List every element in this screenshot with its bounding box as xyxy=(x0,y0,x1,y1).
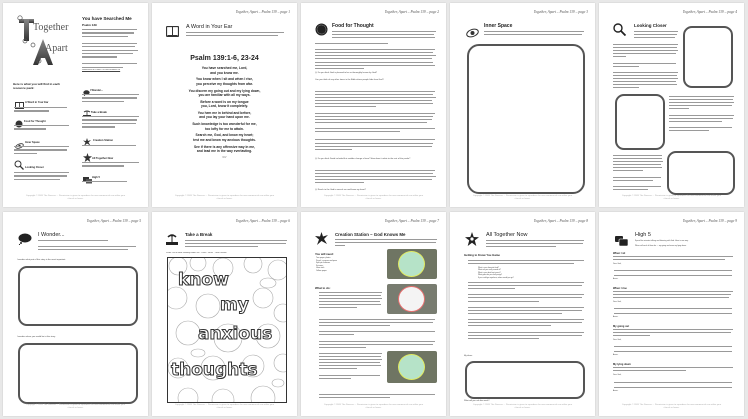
cloud-icon xyxy=(18,232,32,250)
guide-heading: Here is what you will find in each resource pack: xyxy=(13,82,61,90)
guide-item-desc xyxy=(82,116,142,130)
page-header: Together, Apart – Psalm 139 – page 2 xyxy=(384,10,439,14)
prayer-close: Amen. xyxy=(613,390,619,392)
game-subheading: Getting to Know You Game xyxy=(464,253,500,257)
page-thumbnail-8[interactable] xyxy=(301,212,446,416)
steps-list xyxy=(319,292,383,311)
page-footer: Copyright © 2020 The Diocese ... Permission is given to reproduce for non-commercial use within your church or home. xyxy=(25,195,126,200)
page-footer: Copyright © 2020 The Diocese ... Permission is given to reproduce for non-commercial use within your church or home. xyxy=(174,404,275,409)
page-footer: Copyright © 2020 The Diocese ... Permission is given to reproduce for non-commercial use within your church or home. xyxy=(472,404,573,409)
speech-bubbles-icon xyxy=(83,171,92,189)
section-body xyxy=(613,155,663,192)
guide-item-inner-space: Inner Space xyxy=(25,141,40,144)
what-to-do-heading: What to do: xyxy=(315,286,331,290)
island-icon xyxy=(166,232,178,250)
section-body xyxy=(613,44,679,90)
material-item: Glue stick xyxy=(316,267,325,270)
section-body xyxy=(613,329,735,338)
section-body xyxy=(315,91,437,152)
guide-item-food-for-thought: Food for Thought xyxy=(24,120,46,123)
prayer-prompt: Dear God, xyxy=(613,301,622,303)
page-thumbnail-3[interactable] xyxy=(301,3,446,207)
guide-item-looking-closer: Looking Closer xyxy=(25,166,44,169)
stanza: You discern my going out and my lying down, you are familiar with all my ways. xyxy=(188,88,261,97)
stanza: You have searched me, Lord, and you know me. xyxy=(201,66,248,75)
high5-heading-lying-down: My lying down xyxy=(613,363,631,366)
guide-item-desc xyxy=(14,107,72,114)
section-intro xyxy=(486,240,586,249)
stanza: Such knowledge is too wonderful for me, too lofty for me to attain. xyxy=(192,122,257,131)
guide-item-desc xyxy=(82,181,142,184)
material-item: Two paper plates xyxy=(316,257,331,259)
drawing-area[interactable] xyxy=(467,44,585,194)
guide-item-creation-station: Creation Station xyxy=(93,139,114,142)
guide-item-desc xyxy=(82,162,142,169)
section-body xyxy=(332,31,438,40)
stanza: You hem me in behind and before, and you lay your hand upon me. xyxy=(197,111,252,120)
section-title: High 5 xyxy=(635,232,651,238)
section-title: Inner Space xyxy=(484,23,513,29)
you-will-need-heading: You will need: xyxy=(315,252,334,256)
coloring-word-my: my xyxy=(220,295,249,315)
guide-item-desc xyxy=(82,94,142,104)
prayer-close: Amen. xyxy=(613,278,619,280)
guide-item-desc xyxy=(14,125,72,132)
prayer-prompt: Dear God, xyxy=(613,339,622,341)
guide-item-desc xyxy=(82,145,142,148)
page-header: Together, Apart – Psalm 139 – page 1 xyxy=(235,10,290,14)
steps-list xyxy=(319,319,437,350)
page-header: Together, Apart – Psalm 139 – page 4 xyxy=(682,10,737,14)
page-thumbnail-5[interactable] xyxy=(599,3,744,207)
materials-list xyxy=(316,257,386,273)
guide-item-desc xyxy=(14,172,72,182)
craft-photo-1 xyxy=(387,249,437,279)
high5-heading-sit: When I sit xyxy=(613,252,626,255)
page-footer: Copyright © 2020 The Diocese ... Permission is given to reproduce for non-commercial use within your church or home. xyxy=(25,404,126,409)
page-header: Together, Apart – Psalm 139 – page 3 xyxy=(533,10,588,14)
page-thumbnail-7[interactable] xyxy=(152,212,297,416)
writing-line[interactable] xyxy=(614,382,732,383)
guide-item-word-in-ear: A Word in Your Ear xyxy=(25,101,49,104)
question-item: What game do you really enjoy? xyxy=(478,274,503,277)
page-footer: Copyright © 2020 The Diocese ... Permission is given to reproduce for non-commercial use within your church or home. xyxy=(323,404,424,409)
material-item: Pencil, crayons and pens xyxy=(316,259,338,262)
craft-photo-3 xyxy=(387,351,437,383)
writing-line[interactable] xyxy=(614,308,732,309)
wonder-answer-box-2[interactable] xyxy=(18,343,138,404)
page-thumbnail-6[interactable] xyxy=(3,212,148,416)
page-header: Together, Apart – Psalm 139 – page 7 xyxy=(384,219,439,223)
coloring-word-know: know xyxy=(178,270,229,290)
writing-line[interactable] xyxy=(614,313,732,314)
page-thumbnail-1[interactable] xyxy=(3,3,148,207)
guide-item-take-a-break: Take a Break xyxy=(91,111,107,114)
drawing-box-2[interactable] xyxy=(615,94,665,150)
section-intro-2: When will each of them be — my going and even my lying down. xyxy=(635,245,687,247)
footer-prompt: What will you ask this week? xyxy=(464,400,490,402)
writing-line[interactable] xyxy=(614,387,732,388)
steps-list xyxy=(319,394,437,400)
section-body xyxy=(613,291,735,300)
page-thumbnail-9[interactable] xyxy=(450,212,595,416)
material-item: Scissors xyxy=(316,264,324,267)
question: Q: Reach to the God to search me and know my heart? xyxy=(315,189,366,191)
coloring-word-thoughts: thoughts xyxy=(171,360,258,380)
question: Q: Do you think God is pleased to be so thoroughly known by God? xyxy=(315,72,378,74)
magnifier-icon xyxy=(613,23,626,41)
section-intro xyxy=(484,31,586,37)
page-header: Together, Apart – Psalm 139 – page 9 xyxy=(682,219,737,223)
writing-line[interactable] xyxy=(614,275,732,276)
guide-item-all-together-now: All Together Now xyxy=(92,157,114,160)
page-thumbnail-4[interactable] xyxy=(450,3,595,207)
cover-subtitle: Psalm 139 xyxy=(82,23,97,27)
section-intro xyxy=(38,240,138,252)
question-item: What are you really scared of? xyxy=(478,269,501,272)
section-title: I Wonder... xyxy=(38,232,65,238)
section-title: Creation Station – God Knows Me xyxy=(335,232,406,237)
guide-item-i-wonder: I Wonder... xyxy=(90,89,104,92)
page-header: Together, Apart – Psalm 139 – page 6 xyxy=(235,219,290,223)
steps-list xyxy=(468,282,586,341)
page-thumbnail-10[interactable] xyxy=(599,212,744,416)
stanza: You know when I sit and when I rise, you perceive my thoughts from afar. xyxy=(196,77,253,86)
drawing-box-1[interactable] xyxy=(683,26,733,88)
page-header: Together, Apart – Psalm 139 – page 8 xyxy=(533,219,588,223)
page-thumbnail-2[interactable] xyxy=(152,3,297,207)
logo-text-together: Together xyxy=(33,22,69,33)
section-title: A Word in Your Ear xyxy=(186,24,233,30)
prayer-prompt: Dear God, xyxy=(613,374,622,376)
section-title: All Together Now xyxy=(486,232,528,238)
section-intro: Spend five minutes talking and listening with God. Here is one way. xyxy=(635,240,689,242)
page-footer: Copyright © 2020 The Diocese ... Permission is given to reproduce for non-commercial use within your church or home. xyxy=(323,195,424,200)
section-body xyxy=(315,43,437,71)
audio-links[interactable]: Psalm 139 on Bible Gateway audio: NIV · Listen · NRSV · Youth Version xyxy=(166,252,227,254)
cover-title: You have Searched Me xyxy=(82,16,132,21)
psalm-text xyxy=(152,57,297,160)
psalm-reference: Psalm 139:1-6, 23-24 xyxy=(190,55,259,62)
page-footer: Copyright © 2020 The Diocese ... Permission is given to reproduce for non-commercial use within your church or home. xyxy=(174,195,275,200)
section-body xyxy=(613,256,735,262)
section-body xyxy=(613,367,735,373)
section-intro xyxy=(634,31,679,40)
wonder-prompt-1: I wonder what part of this story is the most important. xyxy=(17,259,66,261)
high5-heading-rise: When I rise xyxy=(613,287,627,290)
page-header: Together, Apart – Psalm 139 – page 5 xyxy=(86,219,141,223)
coloring-sheet[interactable] xyxy=(167,257,287,403)
coloring-word-anxious: anxious xyxy=(198,324,273,344)
planet-icon xyxy=(466,25,479,43)
material-item: Yellow paper xyxy=(316,269,327,272)
page-footer: Copyright © 2020 The Diocese ... Permission is given to reproduce for non-commercial use within your church or home. xyxy=(472,195,573,200)
food-for-thought-icon xyxy=(315,23,328,41)
craft-photo-2 xyxy=(387,284,437,314)
psalm-source: NIV xyxy=(222,155,227,159)
prayer-prompt: Dear God, xyxy=(613,263,622,265)
writing-line[interactable] xyxy=(614,351,732,352)
stanza: Search me, God, and know my heart; test me and know my anxious thoughts. xyxy=(193,133,256,142)
wonder-prompt-2: I wonder where you would be in this story. xyxy=(17,336,56,338)
section-intro xyxy=(186,32,286,38)
prayer-close: Amen. xyxy=(613,354,619,356)
question: Q: Do you think David included this sudden change of tone? How does it relate to the rest of the psalm? xyxy=(315,158,411,160)
splat-icon xyxy=(315,232,328,250)
material-item: Split pin fastener xyxy=(316,262,331,265)
section-title: Food for Thought xyxy=(332,23,374,29)
section-intro xyxy=(185,240,289,249)
cover-intro-text xyxy=(82,29,140,70)
guide-item-desc xyxy=(14,146,72,156)
logo-text-apart: Apart xyxy=(45,43,68,54)
steps-list xyxy=(468,260,586,266)
section-body xyxy=(315,170,437,185)
prayer-close: Amen. xyxy=(613,316,619,318)
section-title: Take a Break xyxy=(185,232,213,237)
star-people-icon xyxy=(465,232,479,251)
high5-heading-going-out: My going out xyxy=(613,325,630,328)
writing-line[interactable] xyxy=(614,346,732,347)
drawing-box-3[interactable] xyxy=(667,151,735,195)
section-intro xyxy=(335,239,439,248)
speech-bubbles-icon xyxy=(615,234,628,252)
book-icon xyxy=(166,24,179,42)
stanza: Before a word is on my tongue you, Lord, know it completely. xyxy=(200,99,249,109)
notes-box[interactable] xyxy=(465,361,585,399)
question: Can you think of any other times in the Bible where people hide from God? xyxy=(315,79,384,81)
notes-label: My ideas: xyxy=(464,355,473,357)
page-footer: Copyright © 2020 The Diocese ... Permission is given to reproduce for non-commercial use within your church or home. xyxy=(621,195,722,200)
guide-item-high-5: High 5 xyxy=(92,176,100,179)
section-title: Looking Closer xyxy=(634,23,667,28)
steps-list xyxy=(319,353,383,381)
writing-line[interactable] xyxy=(614,270,732,271)
question-item: What is your best kept secret? xyxy=(478,271,501,274)
page-footer: Copyright © 2020 The Diocese ... Permission is given to reproduce for non-commercial use within your church or home. xyxy=(621,404,722,409)
stanza: See if there is any offensive way in me, and lead me in the way everlasting. xyxy=(193,144,256,153)
question-item: What is your favourite food? xyxy=(478,267,500,269)
cover-link[interactable]: Reflections on Psalm 139 and Jeremiah 18 xyxy=(82,69,121,71)
question-item: If you could go anywhere, where would you go? xyxy=(478,276,514,279)
question-list xyxy=(478,267,578,279)
wonder-answer-box-1[interactable] xyxy=(18,266,138,326)
section-body xyxy=(669,96,735,133)
